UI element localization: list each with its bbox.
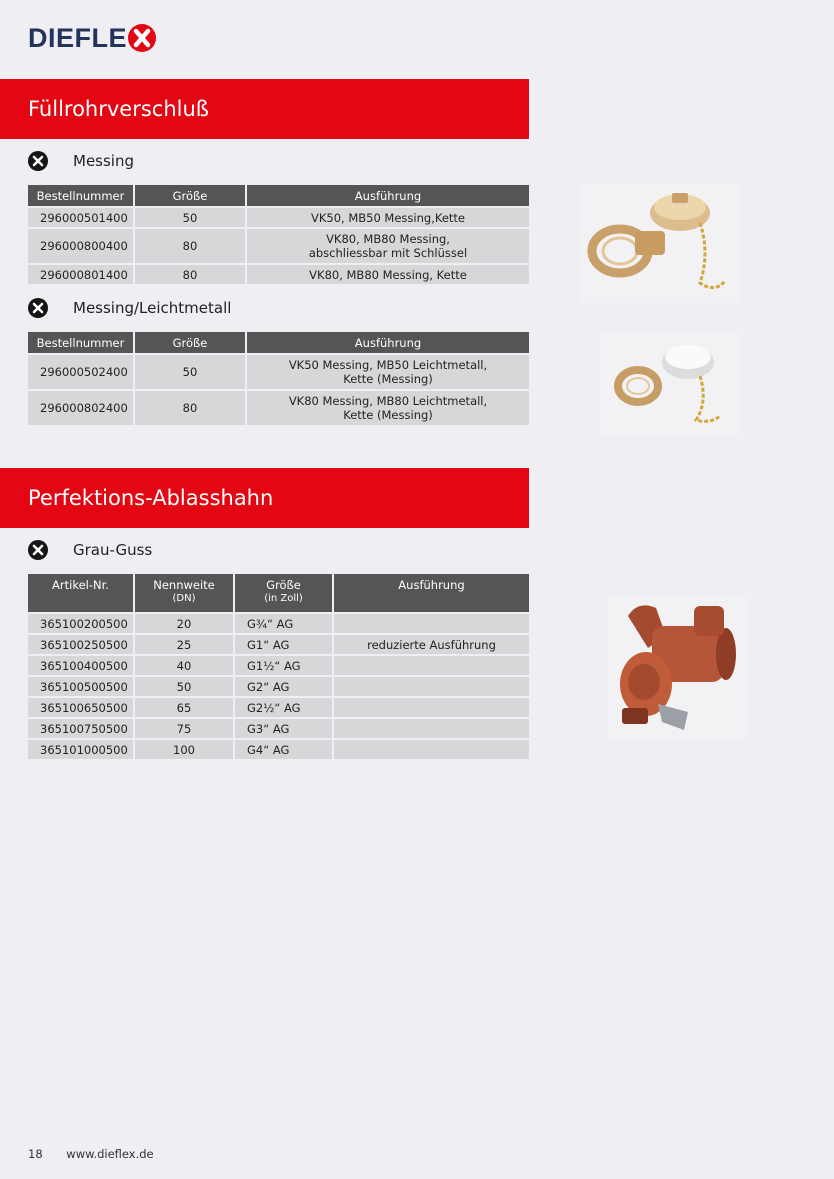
- table-row: [28, 206, 529, 227]
- table-row: [28, 612, 529, 633]
- group-heading-grau-guss: [28, 540, 152, 560]
- cell-nominal-width: 75: [135, 717, 235, 738]
- cell-design: [247, 353, 529, 389]
- cell-nominal-width: 100: [135, 738, 235, 759]
- table-row: [28, 227, 529, 263]
- col-header-line: Nennweite: [153, 578, 215, 592]
- cell-design: [334, 654, 529, 675]
- page-number: 18: [28, 1147, 43, 1161]
- cell-order-number: 296000502400: [28, 353, 135, 389]
- cell-nominal-width: 40: [135, 654, 235, 675]
- cell-article-number: 365100750500: [28, 717, 135, 738]
- col-header: Artikel-Nr.: [28, 574, 135, 612]
- x-bullet-icon: [28, 151, 48, 171]
- cell-size: G¾“ AG: [235, 612, 334, 633]
- cell-size: 50: [135, 353, 247, 389]
- x-bullet-icon: [28, 540, 48, 560]
- cell-size: G3“ AG: [235, 717, 334, 738]
- cell-design: VK50, MB50 Messing,Kette: [247, 206, 529, 227]
- table-header-row: [28, 332, 529, 353]
- cell-design: [334, 738, 529, 759]
- cell-order-number: 296000501400: [28, 206, 135, 227]
- col-header-sub: (DN): [172, 593, 196, 604]
- logo-wordmark: DIEFLE: [28, 22, 128, 53]
- table-header-row: [28, 574, 529, 612]
- cell-line: VK80, MB80 Messing,: [326, 232, 450, 246]
- logo-x-icon: [128, 24, 156, 52]
- col-header-line: Größe: [266, 578, 301, 592]
- group-heading-messing-leichtmetall: [28, 298, 231, 318]
- table-row: [28, 633, 529, 654]
- col-header: Größe: [135, 332, 247, 353]
- col-header: Ausführung: [334, 574, 529, 612]
- table-row: [28, 389, 529, 425]
- col-header: Größe: [135, 185, 247, 206]
- table-row: [28, 263, 529, 284]
- product-image-drain-valve: [608, 596, 748, 738]
- cell-design: [247, 389, 529, 425]
- cell-nominal-width: 20: [135, 612, 235, 633]
- x-bullet-icon: [28, 298, 48, 318]
- cell-line: abschliessbar mit Schlüssel: [308, 246, 468, 260]
- cell-line: VK80 Messing, MB80 Leichtmetall,: [288, 394, 488, 408]
- table-messing: [28, 185, 529, 284]
- table-row: [28, 654, 529, 675]
- cell-design: [247, 227, 529, 263]
- cell-article-number: 365100200500: [28, 612, 135, 633]
- col-header: Bestellnummer: [28, 332, 135, 353]
- cell-article-number: 365101000500: [28, 738, 135, 759]
- website-link[interactable]: www.dieflex.de: [66, 1147, 154, 1161]
- cell-design: VK80, MB80 Messing, Kette: [247, 263, 529, 284]
- cell-design: [334, 696, 529, 717]
- cell-article-number: 365100400500: [28, 654, 135, 675]
- table-row: [28, 738, 529, 759]
- cell-size: G1“ AG: [235, 633, 334, 654]
- page-footer: [28, 1147, 174, 1161]
- table-grau-guss: [28, 574, 529, 759]
- cell-line: Kette (Messing): [343, 408, 433, 422]
- cell-design: [334, 612, 529, 633]
- cell-nominal-width: 65: [135, 696, 235, 717]
- product-image-brass-aluminium-filler-cap: [600, 332, 740, 436]
- col-header: Ausführung: [247, 185, 529, 206]
- cell-size: G1½“ AG: [235, 654, 334, 675]
- section-banner-perfektions-ablasshahn: [0, 468, 529, 528]
- col-header: Bestellnummer: [28, 185, 135, 206]
- cell-order-number: 296000801400: [28, 263, 135, 284]
- section-banner-fuellrohrverschluss: [0, 79, 529, 139]
- cell-size: G2½“ AG: [235, 696, 334, 717]
- cell-design: reduzierte Ausführung: [334, 633, 529, 654]
- group-title: Messing/Leichtmetall: [73, 299, 232, 317]
- cell-size: 80: [135, 389, 247, 425]
- cell-order-number: 296000802400: [28, 389, 135, 425]
- cell-line: Kette (Messing): [343, 372, 433, 386]
- cell-nominal-width: 50: [135, 675, 235, 696]
- section-title: Perfektions-Ablasshahn: [28, 486, 274, 510]
- col-header: Ausführung: [247, 332, 529, 353]
- col-header-sub: (in Zoll): [264, 593, 303, 604]
- group-title: Messing: [73, 152, 134, 170]
- table-header-row: [28, 185, 529, 206]
- cell-nominal-width: 25: [135, 633, 235, 654]
- cell-article-number: 365100500500: [28, 675, 135, 696]
- cell-line: VK50 Messing, MB50 Leichtmetall,: [288, 358, 488, 372]
- table-row: [28, 353, 529, 389]
- dieflex-logo: [28, 22, 156, 54]
- cell-size: 80: [135, 227, 247, 263]
- col-header: [235, 574, 334, 612]
- cell-size: 80: [135, 263, 247, 284]
- product-image-brass-filler-cap: [580, 183, 740, 303]
- table-row: [28, 717, 529, 738]
- cell-size: G2“ AG: [235, 675, 334, 696]
- cell-article-number: 365100650500: [28, 696, 135, 717]
- cell-order-number: 296000800400: [28, 227, 135, 263]
- cell-article-number: 365100250500: [28, 633, 135, 654]
- col-header: [135, 574, 235, 612]
- section-title: Füllrohrverschluß: [28, 97, 210, 121]
- cell-size: G4“ AG: [235, 738, 334, 759]
- table-row: [28, 675, 529, 696]
- cell-design: [334, 717, 529, 738]
- group-title: Grau-Guss: [73, 541, 153, 559]
- cell-design: [334, 675, 529, 696]
- table-row: [28, 696, 529, 717]
- cell-size: 50: [135, 206, 247, 227]
- table-messing-leichtmetall: [28, 332, 529, 425]
- group-heading-messing: [28, 151, 134, 171]
